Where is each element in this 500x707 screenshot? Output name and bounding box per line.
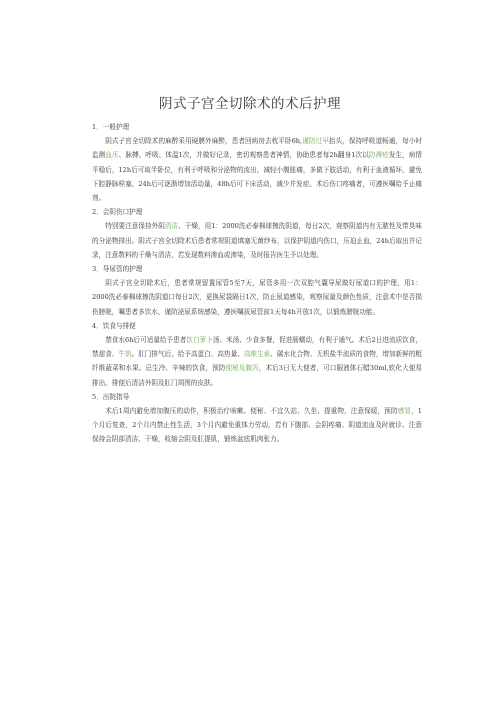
section-heading-catheter-care: 3．导尿管的护理 [92,265,143,274]
body-text: 。肛门排气后，给予高蛋白、高热量、 [131,350,244,359]
body-text: 禁食水6h后可适量给予患者 [105,336,187,345]
body-text: 阴式子宫全切除术的麻醉采用硬膜外麻醉，患者回病房去枕平卧6h, [105,137,303,146]
keyword-link[interactable]: 感冒 [397,407,412,416]
section-body-general-care [92,134,422,205]
keyword-link[interactable]: 防褥疮 [368,151,389,160]
body-text: 阴式子宫全切除术后，患者常规留置尿管5至7天，尿管多用一次双腔气囊导尿做好尿道口的护理，用1：2000洗必泰棉球擦洗阴道口每日2次，更换尿袋隔日1次，防止尿道感染，观察尿量及颜色性质，注意术中是否损伤膀胱，嘱患者多饮水，谨防泌尿系统感染，遵医嘱拔尿管前1天每4h开放1次，以锻炼膀胱功能。 [92,279,422,316]
keyword-link[interactable]: 高维生素 [243,350,271,359]
body-text: ，术后3日无大便者，可口服液体石蜡30ml,软化大便易排出，排便后清洁外阴及肛门周围的皮肤。 [92,364,423,387]
body-text: 特别要注意保持外阴 [105,222,165,231]
section-heading-general-care: 1．一般护理 [92,123,130,131]
body-text: ，1个月后复查，2个月内禁止性生活，3个月内避免重体力劳动，若有下腹部、会阴疼痛、阴道流血及时就诊。注意保持会阴部清洁、干燥，收缩会阴及肛提肌，锻炼盆底肌肉张力。 [92,407,422,444]
keyword-link[interactable]: 血压 [105,151,119,160]
body-text: 发生，病情平稳后，12h后可取半卧位，有利于呼吸和分泌物的流出，减轻小腹胀痛，多做下肢活动，有利于血液循环，避免下腔静脉栓塞，24h后可逐渐增加活动量，48h后可下床活动，减少并发症。术后伤口疼痛者，可遵医嘱给予止痛剂。 [92,151,423,203]
section-body-wound-care [92,219,422,262]
keyword-link[interactable]: 牛奶 [118,350,132,359]
section-heading-discharge: 5．出院指导 [92,392,130,401]
section-heading-diet: 4．饮食与排便 [92,321,136,330]
body-text: 、碳水化合物、无机盐半流质的食物，增加新鲜的粗纤维蔬菜和水果。忌生冷、辛辣的饮食，预防 [92,350,423,373]
body-text: 、干燥，用1：2000洗必泰棉球擦洗阴道，每日2次，观察阴道内有无脓性及带臭味的分泌物排出。阴式子宫全切除术后患者常规阴道填塞无菌纱布，以保护阴道内伤口，压迫止血，24h后取出并记录，注意数料的干燥与清洁，若发现数料渗血或渗染，及时报告医生予以处理。 [92,222,423,259]
keyword-link[interactable]: 谨防过早 [302,137,329,146]
keyword-link[interactable]: 清洁 [164,222,179,231]
keyword-link[interactable]: 便秘及腹泻 [225,364,259,373]
section-body-diet [92,333,422,390]
body-text: 术后1周内避免增加腹压的动作，积极治疗咳嗽、便秘、不宜久站、久坐、提重物，注意保暖，预防 [105,407,398,416]
body-text: 、脉搏、呼吸、体温1次，并做好记录，密切观察患者神情，协助患者每2h翻身1次以 [118,151,369,160]
section-body-catheter-care [92,276,422,319]
document-title: 阴式子宫全切除术的术后护理 [159,96,341,112]
section-heading-wound-care: 2．会阴伤口护理 [92,208,143,217]
keyword-link[interactable]: 饮白萝卜 [186,336,213,345]
document-content [92,120,422,447]
body-text: 抬头，保持呼吸道畅通，每小时监测 [92,137,423,160]
section-body-discharge [92,404,422,447]
body-text: 汤、米汤、少食多餐，促进肠蠕动，有利于通气。术后2日进流质饮食，禁甜食、 [92,336,423,359]
